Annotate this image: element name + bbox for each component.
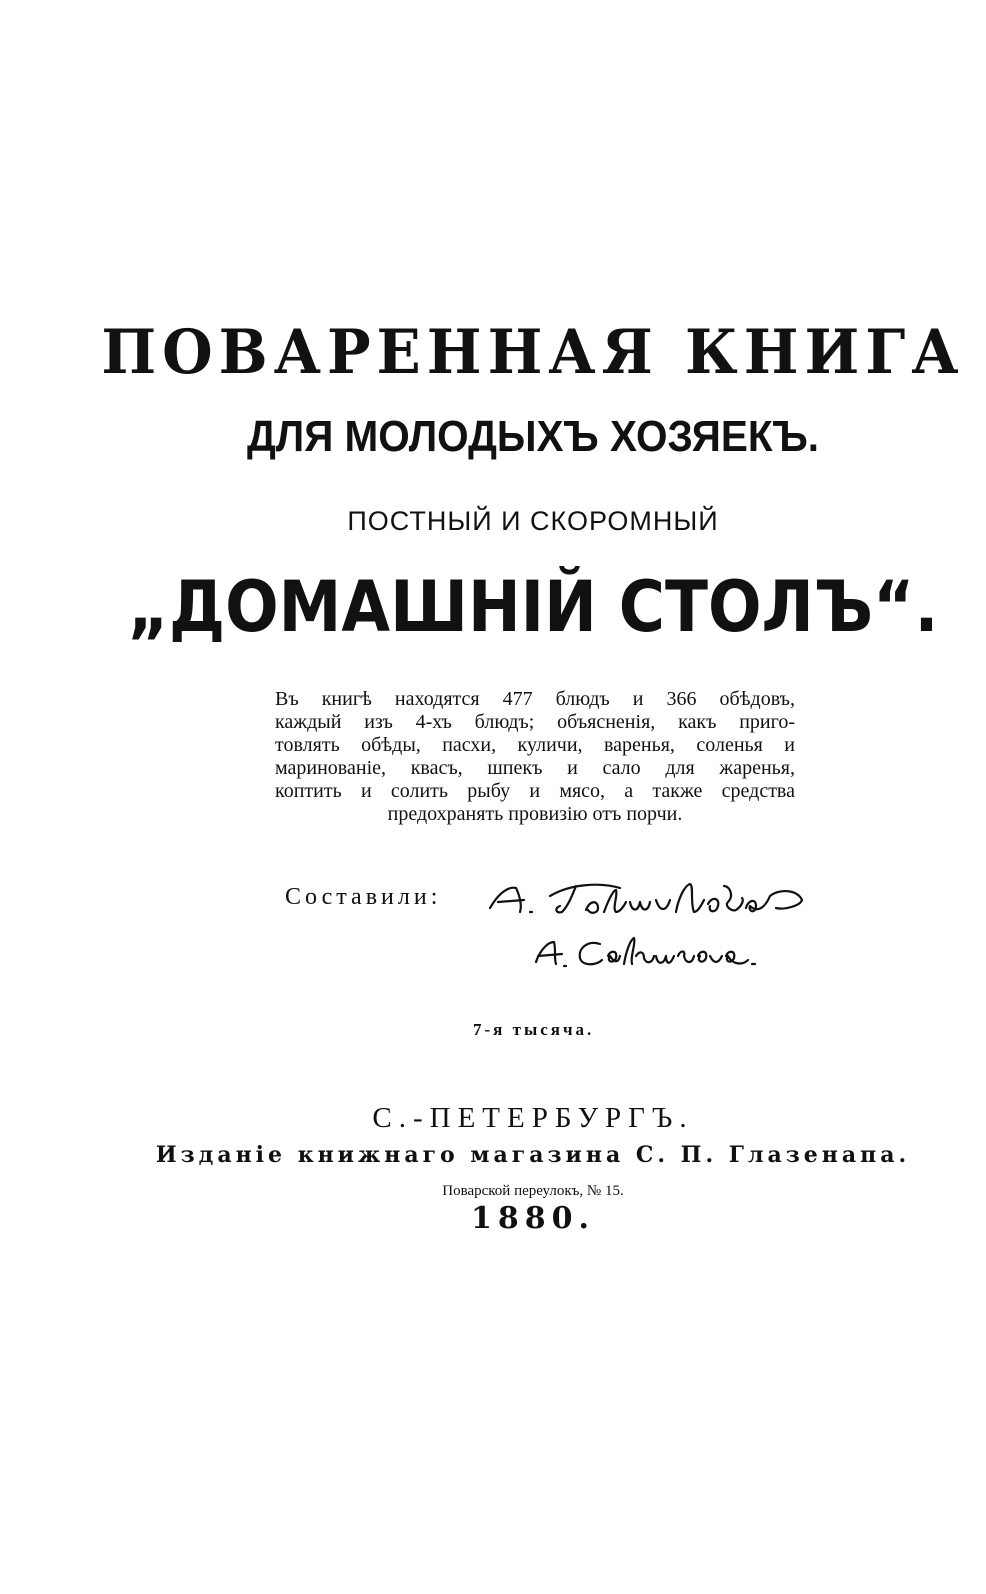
handwritten-signatures	[480, 856, 820, 986]
book-description	[275, 688, 795, 826]
description-line: товлять обѣды, пасхи, куличи, варенья, соленья и	[275, 734, 795, 756]
publisher-address: Поварской переулокъ, № 15.	[442, 1183, 624, 1199]
description-line: маринованіе, квасъ, шпекъ и сало для жаренья,	[275, 757, 795, 779]
description-line: Въ книгѣ находятся 477 блюдъ и 366 обѣдовъ,	[275, 688, 795, 710]
book-kind: ПОСТНЫЙ И СКОРОМНЫЙ	[347, 506, 719, 536]
publication-city: С.-ПЕТЕРБУРГЪ.	[372, 1102, 694, 1134]
book-subtitle: ДЛЯ МОЛОДЫХЪ ХОЗЯЕКЪ.	[246, 412, 820, 461]
publisher: Изданіе книжнаго магазина С. П. Глазенапа.	[155, 1142, 911, 1168]
book-name: „ДОМАШНІЙ СТОЛЪ“.	[127, 566, 939, 648]
book-title: ПОВАРЕННАЯ КНИГА	[101, 316, 965, 388]
description-line: предохранять провизію отъ порчи.	[387, 803, 683, 825]
compilers-label: Составили:	[285, 884, 442, 910]
description-line: коптить и солить рыбу и мясо, а также средства	[275, 780, 795, 802]
signature-image	[480, 856, 820, 986]
publication-year: 1880.	[471, 1201, 595, 1236]
edition-note: 7-я тысяча.	[473, 1020, 595, 1039]
description-line: каждый изъ 4-хъ блюдъ; объясненія, какъ приго-	[275, 711, 795, 733]
